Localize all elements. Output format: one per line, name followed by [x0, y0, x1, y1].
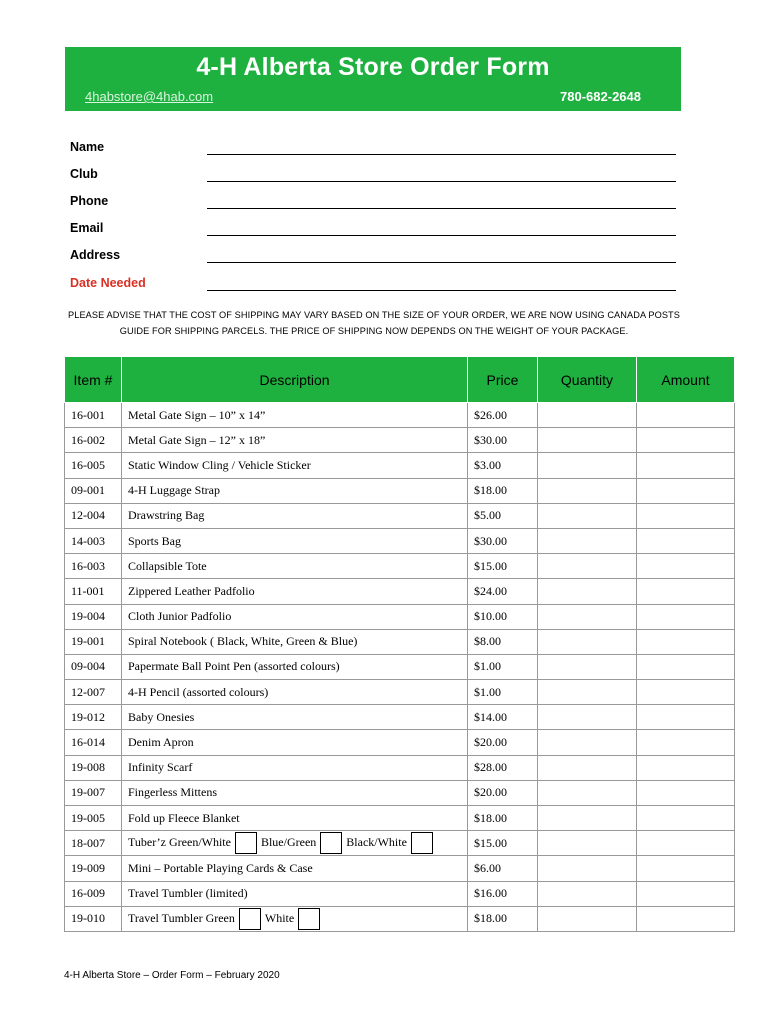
item-description: Drawstring Bag — [122, 503, 468, 528]
option-label: Black/White — [346, 835, 407, 850]
item-number: 09-001 — [65, 478, 122, 503]
field-label-email: Email — [70, 221, 104, 235]
item-price: $15.00 — [468, 831, 538, 856]
table-row — [65, 730, 735, 755]
field-label-name: Name — [70, 140, 105, 154]
amount-cell[interactable] — [637, 403, 735, 428]
item-number: 16-002 — [65, 428, 122, 453]
item-price: $14.00 — [468, 705, 538, 730]
amount-cell[interactable] — [637, 806, 735, 831]
item-price: $18.00 — [468, 906, 538, 931]
item-number: 16-005 — [65, 453, 122, 478]
item-price: $1.00 — [468, 680, 538, 705]
amount-cell[interactable] — [637, 780, 735, 805]
amount-cell[interactable] — [637, 503, 735, 528]
quantity-cell[interactable] — [538, 478, 637, 503]
order-table-wrapper — [64, 356, 734, 932]
item-number: 19-007 — [65, 780, 122, 805]
header-description: Description — [122, 357, 468, 403]
item-price: $3.00 — [468, 453, 538, 478]
quantity-cell[interactable] — [538, 906, 637, 931]
option-checkbox[interactable] — [320, 832, 342, 854]
amount-cell[interactable] — [637, 453, 735, 478]
option-checkbox[interactable] — [239, 908, 261, 930]
field-input-date-needed[interactable] — [207, 290, 676, 291]
table-row — [65, 780, 735, 805]
quantity-cell[interactable] — [538, 755, 637, 780]
amount-cell[interactable] — [637, 629, 735, 654]
option-label: Blue/Green — [260, 835, 317, 850]
item-price: $15.00 — [468, 554, 538, 579]
amount-cell[interactable] — [637, 579, 735, 604]
table-row — [65, 478, 735, 503]
quantity-cell[interactable] — [538, 881, 637, 906]
item-description: Baby Onesies — [122, 705, 468, 730]
quantity-cell[interactable] — [538, 856, 637, 881]
table-row — [65, 403, 735, 428]
item-price: $8.00 — [468, 629, 538, 654]
quantity-cell[interactable] — [538, 604, 637, 629]
item-description: Sports Bag — [122, 528, 468, 553]
field-label-address: Address — [70, 248, 121, 262]
item-description: Spiral Notebook ( Black, White, Green & Blue) — [122, 629, 468, 654]
item-price: $5.00 — [468, 503, 538, 528]
item-number: 19-008 — [65, 755, 122, 780]
item-number: 14-003 — [65, 528, 122, 553]
table-row — [65, 629, 735, 654]
header-item: Item # — [65, 357, 122, 403]
amount-cell[interactable] — [637, 428, 735, 453]
order-table — [64, 356, 735, 932]
table-row — [65, 604, 735, 629]
store-phone: 780-682-2648 — [560, 89, 641, 104]
item-description: Travel Tumbler (limited) — [122, 881, 468, 906]
quantity-cell[interactable] — [538, 453, 637, 478]
quantity-cell[interactable] — [538, 629, 637, 654]
quantity-cell[interactable] — [538, 831, 637, 856]
item-description: Denim Apron — [122, 730, 468, 755]
item-description: Mini – Portable Playing Cards & Case — [122, 856, 468, 881]
item-description: Static Window Cling / Vehicle Sticker — [122, 453, 468, 478]
amount-cell[interactable] — [637, 730, 735, 755]
field-input-club[interactable] — [207, 181, 676, 182]
quantity-cell[interactable] — [538, 806, 637, 831]
shipping-notice-line-1: PLEASE ADVISE THAT THE COST OF SHIPPING MAY VARY BASED ON THE SIZE OF YOUR ORDER, WE ARE NOW USING CANADA POSTS — [68, 310, 680, 320]
item-description: Fingerless Mittens — [122, 780, 468, 805]
field-label-club: Club — [70, 167, 98, 181]
option-checkbox[interactable] — [298, 908, 320, 930]
quantity-cell[interactable] — [538, 554, 637, 579]
amount-cell[interactable] — [637, 856, 735, 881]
table-row — [65, 554, 735, 579]
quantity-cell[interactable] — [538, 680, 637, 705]
item-description: Collapsible Tote — [122, 554, 468, 579]
table-row — [65, 654, 735, 679]
field-input-address[interactable] — [207, 262, 676, 263]
item-price: $6.00 — [468, 856, 538, 881]
header-price: Price — [468, 357, 538, 403]
table-row — [65, 503, 735, 528]
item-description: Papermate Ball Point Pen (assorted colours) — [122, 654, 468, 679]
item-price: $30.00 — [468, 428, 538, 453]
amount-cell[interactable] — [637, 906, 735, 931]
field-input-email[interactable] — [207, 235, 676, 236]
amount-cell[interactable] — [637, 478, 735, 503]
page-footer: 4-H Alberta Store – Order Form – February 2020 — [64, 970, 280, 981]
amount-cell[interactable] — [637, 554, 735, 579]
item-number: 19-012 — [65, 705, 122, 730]
store-email-link[interactable]: 4habstore@4hab.com — [85, 89, 214, 104]
item-number: 11-001 — [65, 579, 122, 604]
item-number: 18-007 — [65, 831, 122, 856]
table-row — [65, 453, 735, 478]
header-quantity: Quantity — [538, 357, 637, 403]
item-price: $18.00 — [468, 806, 538, 831]
amount-cell[interactable] — [637, 755, 735, 780]
amount-cell[interactable] — [637, 705, 735, 730]
field-label-date-needed: Date Needed — [70, 276, 146, 290]
item-price: $16.00 — [468, 881, 538, 906]
amount-cell[interactable] — [637, 654, 735, 679]
amount-cell[interactable] — [637, 604, 735, 629]
quantity-cell[interactable] — [538, 579, 637, 604]
amount-cell[interactable] — [637, 528, 735, 553]
item-number: 19-005 — [65, 806, 122, 831]
item-number: 16-014 — [65, 730, 122, 755]
table-row — [65, 755, 735, 780]
item-price: $20.00 — [468, 780, 538, 805]
table-row — [65, 428, 735, 453]
item-description — [122, 906, 468, 931]
item-number: 12-004 — [65, 503, 122, 528]
quantity-cell[interactable] — [538, 428, 637, 453]
item-price: $24.00 — [468, 579, 538, 604]
item-price: $20.00 — [468, 730, 538, 755]
item-number: 16-003 — [65, 554, 122, 579]
item-price: $26.00 — [468, 403, 538, 428]
table-row — [65, 831, 735, 856]
shipping-notice-line-2: GUIDE FOR SHIPPING PARCELS. THE PRICE OF SHIPPING NOW DEPENDS ON THE WEIGHT OF YOUR PACKAGE. — [119, 326, 629, 336]
field-input-name[interactable] — [207, 154, 676, 155]
item-description: Metal Gate Sign – 10” x 14” — [122, 403, 468, 428]
item-number: 19-010 — [65, 906, 122, 931]
amount-cell[interactable] — [637, 680, 735, 705]
item-number: 19-001 — [65, 629, 122, 654]
amount-cell[interactable] — [637, 881, 735, 906]
form-title: 4-H Alberta Store Order Form — [196, 53, 550, 81]
item-price: $30.00 — [468, 528, 538, 553]
order-table-header — [65, 357, 735, 403]
item-description: 4-H Pencil (assorted colours) — [122, 680, 468, 705]
item-number: 16-001 — [65, 403, 122, 428]
item-price: $18.00 — [468, 478, 538, 503]
item-number: 09-004 — [65, 654, 122, 679]
quantity-cell[interactable] — [538, 654, 637, 679]
field-input-phone[interactable] — [207, 208, 676, 209]
option-label: White — [264, 910, 295, 925]
amount-cell[interactable] — [637, 831, 735, 856]
item-description: 4-H Luggage Strap — [122, 478, 468, 503]
item-description: Metal Gate Sign – 12” x 18” — [122, 428, 468, 453]
quantity-cell[interactable] — [538, 730, 637, 755]
table-row — [65, 705, 735, 730]
table-row — [65, 680, 735, 705]
header-banner — [65, 47, 681, 111]
quantity-cell[interactable] — [538, 403, 637, 428]
quantity-cell[interactable] — [538, 528, 637, 553]
item-number: 19-004 — [65, 604, 122, 629]
table-row — [65, 856, 735, 881]
table-row — [65, 906, 735, 931]
item-number: 19-009 — [65, 856, 122, 881]
item-description: Fold up Fleece Blanket — [122, 806, 468, 831]
option-label: Travel Tumbler Green — [128, 910, 235, 925]
header-amount: Amount — [637, 357, 735, 403]
shipping-notice — [64, 307, 684, 339]
option-checkbox[interactable] — [411, 832, 433, 854]
quantity-cell[interactable] — [538, 705, 637, 730]
item-number: 16-009 — [65, 881, 122, 906]
item-price: $1.00 — [468, 654, 538, 679]
item-description — [122, 831, 468, 856]
quantity-cell[interactable] — [538, 780, 637, 805]
item-number: 12-007 — [65, 680, 122, 705]
table-row — [65, 806, 735, 831]
quantity-cell[interactable] — [538, 503, 637, 528]
table-row — [65, 579, 735, 604]
field-label-phone: Phone — [70, 194, 109, 208]
option-label: Tuber’z Green/White — [128, 835, 231, 850]
item-price: $10.00 — [468, 604, 538, 629]
item-description: Zippered Leather Padfolio — [122, 579, 468, 604]
item-description: Infinity Scarf — [122, 755, 468, 780]
table-row — [65, 528, 735, 553]
item-price: $28.00 — [468, 755, 538, 780]
option-checkbox[interactable] — [235, 832, 257, 854]
order-table-body — [65, 403, 735, 932]
table-row — [65, 881, 735, 906]
item-description: Cloth Junior Padfolio — [122, 604, 468, 629]
